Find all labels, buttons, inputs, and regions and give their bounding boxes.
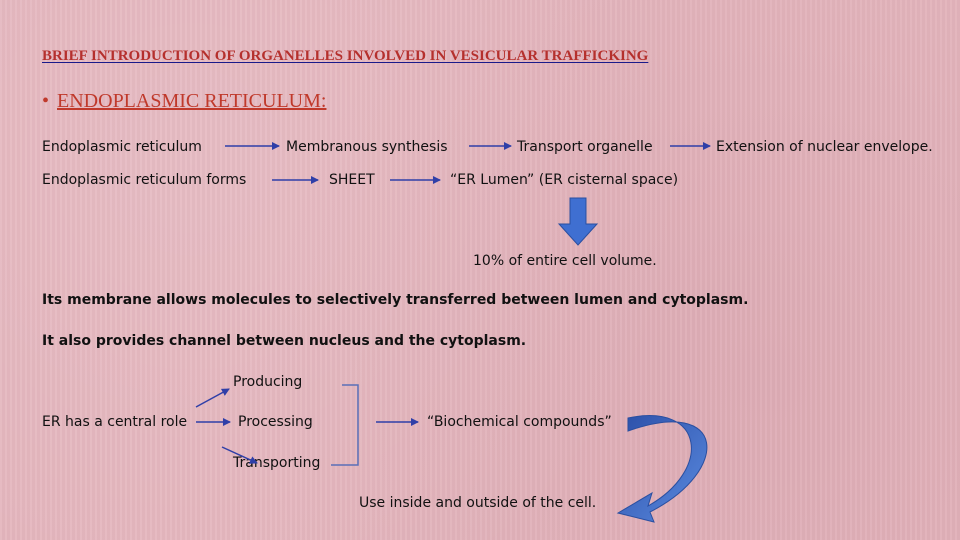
row1-membranous-synthesis: Membranous synthesis (286, 139, 448, 155)
row1-endoplasmic-reticulum: Endoplasmic reticulum (42, 139, 202, 155)
bullet-heading-text: ENDOPLASMIC RETICULUM: (57, 90, 327, 112)
row1-nuclear-envelope-extension: Extension of nuclear envelope. (716, 139, 933, 155)
producing-label: Producing (233, 374, 303, 390)
cell-volume-text: 10% of entire cell volume. (473, 253, 657, 269)
central-role-text: ER has a central role (42, 414, 188, 430)
slide-title: BRIEF INTRODUCTION OF ORGANELLES INVOLVED IN VESICULAR TRAFFICKING (42, 48, 649, 64)
biochemical-compounds-label: “Biochemical compounds” (427, 414, 612, 430)
use-inside-outside-text: Use inside and outside of the cell. (359, 495, 597, 511)
curved-block-arrow (618, 416, 707, 522)
down-block-arrow (559, 198, 597, 245)
processing-label: Processing (238, 414, 313, 430)
row2-er-forms: Endoplasmic reticulum forms (42, 172, 247, 188)
arrow-to-producing (196, 389, 229, 407)
transporting-label: Transporting (233, 455, 321, 471)
bullet-marker: • (42, 90, 50, 112)
membrane-statement: Its membrane allows molecules to selectively transferred between lumen and cytoplasm. (42, 292, 749, 308)
arrow-to-transporting (222, 447, 257, 463)
channel-statement: It also provides channel between nucleus and the cytoplasm. (42, 333, 527, 349)
row2-er-lumen: “ER Lumen” (ER cisternal space) (450, 172, 679, 188)
row2-sheet: SHEET (329, 172, 375, 188)
row1-transport-organelle: Transport organelle (517, 139, 653, 155)
bracket (331, 385, 358, 465)
